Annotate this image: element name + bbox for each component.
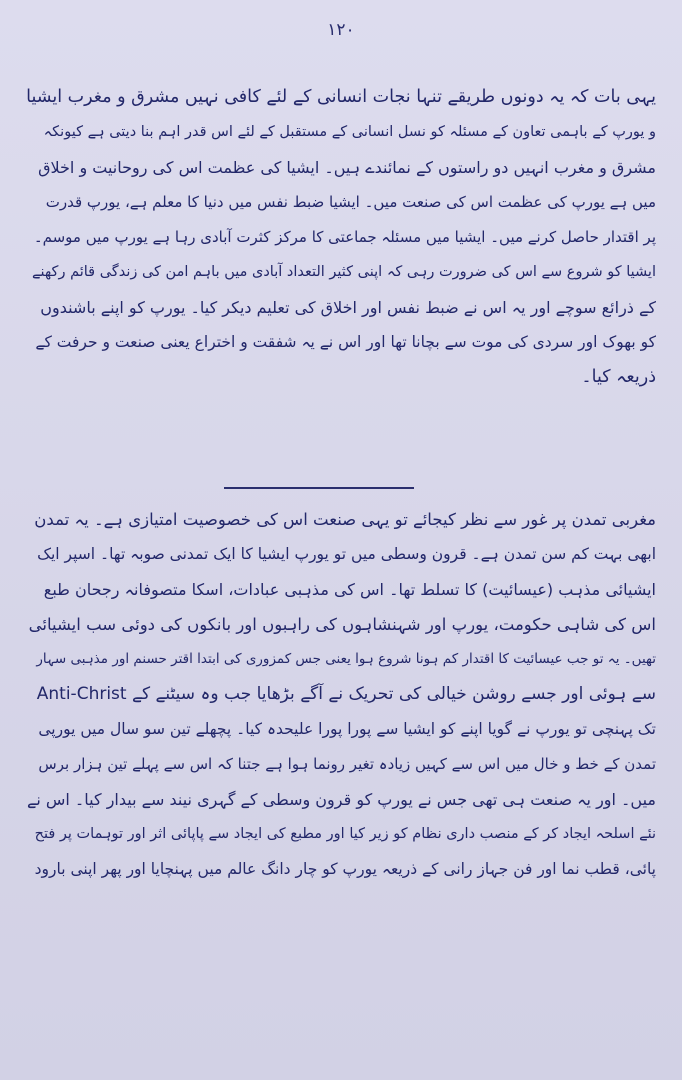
text-line: کے ذرائع سوچے اور یہ اس نے ضبط نفس اور اخلاق کی تعلیم دیکر کیا۔ یورپ کو اپنے باشندوں	[40, 298, 656, 317]
text-line: تھیں۔ یہ تو جب عیسائیت کا اقتدار کم ہونا شروع ہوا یعنی جس کمزوری کی ابتدا اقتر حسنم اور مذہبی سہار	[36, 651, 656, 667]
text-line: تک پہنچی تو یورپ نے گویا اپنے کو ایشیا سے پورا پورا علیحدہ کیا۔ پچھلے تین سو سال میں یورپی	[38, 720, 656, 738]
paragraph-2	[26, 502, 656, 887]
text-line: ابھی بہت کم سن تمدن ہے۔ قرون وسطی میں تو یورپ ایشیا کا ایک تمدنی صوبہ تھا۔ اسپر ایک	[37, 545, 656, 563]
section-divider	[224, 487, 414, 489]
text-line: سے ہوئی اور جسے روشن خیالی کی تحریک نے آگے بڑھایا جب وہ سیٹنے کے Anti-Christ	[36, 684, 656, 704]
text-line: یہی بات کہ یہ دونوں طریقے تنہا نجات انسانی کے لئے کافی نہیں مشرق و مغرب ایشیا	[26, 87, 656, 107]
text-line: تمدن کے خط و خال میں اس سے کہیں زیادہ تغیر رونما ہوا ہے جتنا کہ اس سے پہلے تین ہزار برس	[38, 755, 656, 773]
text-line: اس کی شاہی حکومت، یورپ اور شہنشاہوں کی راہبوں اور بانکوں کی دوئی سب ایشیائی	[28, 615, 656, 634]
page-number: ۱۲۰	[327, 20, 355, 40]
text-line: میں۔ اور یہ صنعت ہی تھی جس نے یورپ کو قرون وسطی کے گہری نیند سے بیدار کیا۔ اس نے	[26, 790, 656, 809]
text-line: کو بھوک اور سردی کی موت سے بچانا تھا اور اس نے یہ شفقت و اختراع یعنی صنعت و حرفت کے	[35, 333, 656, 351]
text-line: میں ہے یورپ کی عظمت اس کی صنعت میں۔ ایشیا ضبط نفس میں دنیا کا معلم ہے، یورپ قدرت	[45, 193, 656, 211]
text-line: ایشیا کو شروع سے اس کی ضرورت رہی کہ اپنی کثیر التعداد آبادی میں باہم امن کی زندگی قائم رکھنے	[32, 264, 656, 280]
text-line: و یورپ کے باہمی تعاون کے مسئلہ کو نسل انسانی کے مستقبل کے لئے اس قدر اہم بنا دیتی ہے کیونکہ	[43, 124, 656, 140]
text-line: پر اقتدار حاصل کرنے میں۔ ایشیا میں مسئلہ جماعتی کا مرکز کثرت آبادی رہا ہے یورپ میں موسم۔	[33, 228, 656, 246]
text-line: مشرق و مغرب انہیں دو راستوں کے نمائندے ہیں۔ ایشیا کی عظمت اس کی روحانیت و اخلاق	[38, 158, 656, 177]
text-line: ذریعہ کیا۔	[581, 367, 656, 387]
text-line: نئے اسلحہ ایجاد کر کے منصب داری نظام کو زیر کیا اور مطبع کی ایجاد سے پاپائی اثر اور توہمات پر فتح	[34, 826, 656, 842]
text-line: ایشیائی مذہب (عیسائیت) کا تسلط تھا۔ اس کی مذہبی عبادات، اسکا متصوفانہ رجحان طبع	[43, 580, 656, 599]
paragraph-1	[26, 80, 656, 395]
text-line: مغربی تمدن پر غور سے نظر کیجائے تو یہی صنعت اس کی خصوصیت امتیازی ہے۔ یہ تمدن	[34, 510, 656, 529]
text-line: پائی، قطب نما اور فن جہاز رانی کے ذریعہ یورپ کو چار دانگ عالم میں پہنچایا اور پھر اپنی بارود	[34, 860, 656, 878]
